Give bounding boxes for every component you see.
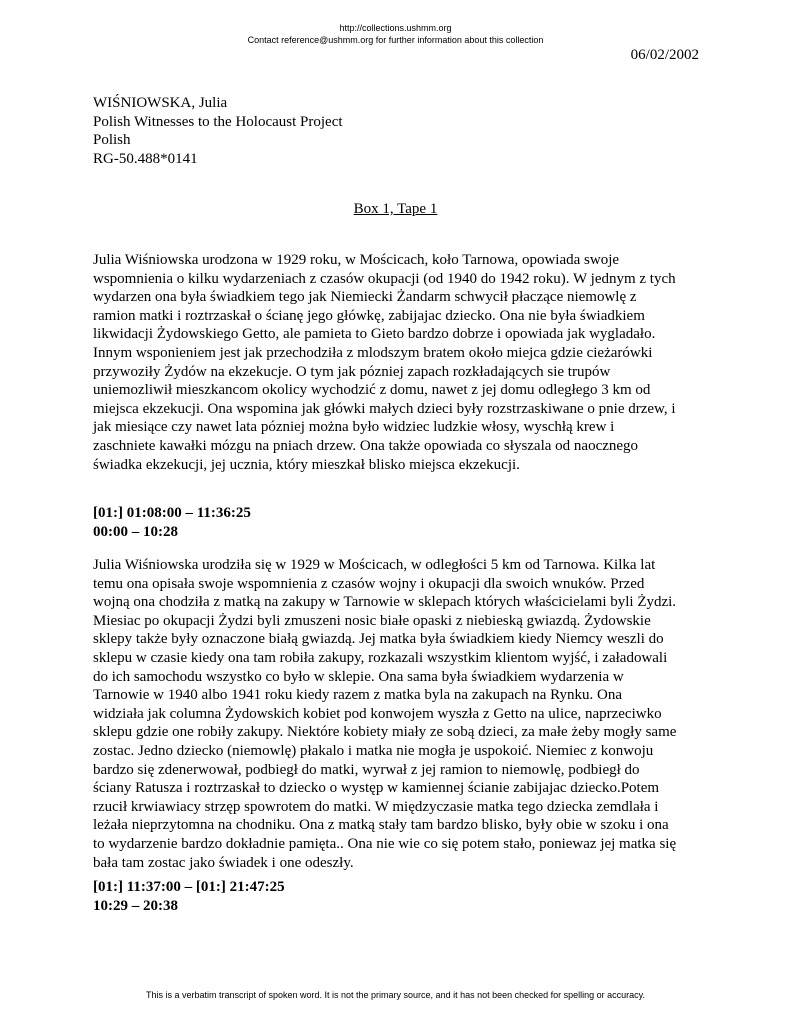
language: Polish bbox=[93, 132, 131, 148]
rg-number: RG-50.488*0141 bbox=[93, 150, 198, 167]
interview-metadata bbox=[93, 94, 343, 168]
text-line: miejsca ekzekucji. Ona wspomina jak główki małych dzieci były rozstrzaskiwane o pnie drzew, i bbox=[93, 400, 676, 417]
project-name: Polish Witnesses to the Holocaust Project bbox=[93, 113, 343, 130]
text-line: Julia Wiśniowska urodzona w 1929 roku, w Mościcach, koło Tarnowa, opowiada swoje bbox=[93, 252, 620, 268]
text-line: sklepy także były oznaczone białą gwiazdą. Jej matka była świadkiem kiedy Niemcy weszli do bbox=[93, 631, 664, 648]
text-line: wydarzen ona była świadkiem tego jak Niemiecki Żandarm schwycił płaczące niemowlę z bbox=[93, 289, 637, 306]
segment-timecode: [01:] 11:37:00 – [01:] 21:47:25 bbox=[93, 879, 285, 895]
text-line: jak miesiące czy nawet lata pózniej można było widziec ludzkie włosy, wyschłą krew i bbox=[93, 419, 615, 436]
text-line: ściany Ratusza i roztrzaskał to dziecko o występ w kamiennej ścianie zabijajac dziecko.Potem bbox=[93, 780, 660, 797]
text-line: sklepu gdzie one robiły zakupy. Niektóre kobiety miały ze sobą dzieci, za małe żeby mogły same bbox=[93, 724, 677, 741]
text-line: bardzo się zdenerwował, podbiegł do matki, wyrwał z jej ramion to niemowlę, podbiegł do bbox=[93, 761, 640, 778]
text-line: uniemozliwił mieszkancom okolicy wychodzić z domu, nawet z jej domu odległego 3 km od bbox=[93, 382, 651, 399]
document-date: 06/02/2002 bbox=[630, 47, 699, 63]
text-line: zaschniete kawałki mózgu na pniach drzew. Ona także opowiada co słyszala od naocznego bbox=[93, 437, 639, 454]
text-line: Innym wsponieniem jest jak przechodziła z mlodszym bratem około miejca gdzie cieżarówki bbox=[93, 344, 653, 361]
box-tape-title: Box 1, Tape 1 bbox=[353, 201, 438, 217]
text-line: wojną ona chodziła z matką na zakupy w Tarnowie w sklepach których właścicielami byli Żydzi. bbox=[93, 594, 677, 611]
text-line: do ich samochodu wszystko co było w sklepie. Ona sama była świadkiem wydarzenia w bbox=[93, 668, 624, 685]
contact-line: Contact reference@ushmm.org for further information about this collection bbox=[247, 35, 544, 45]
segment-range: 10:29 – 20:38 bbox=[93, 897, 178, 914]
text-line: to wydarzenie bardzo dokładnie pamięta.. Ona nie wie co się potem stało, poniewaz jej matka się bbox=[93, 835, 677, 852]
text-line: Miesiac po okupacji Żydzi byli zmuszeni nosic białe opaski z niebieską gwiazdą. Żydowskie bbox=[93, 612, 651, 629]
text-line: Julia Wiśniowska urodziła się w 1929 w Mościcach, w odległości 5 km od Tarnowa. Kilka lat bbox=[93, 557, 656, 573]
text-line: temu ona opisała swoje wspomnienia z czasów wojny i okupacji dla swoich wnuków. Przed bbox=[93, 575, 645, 592]
segment-1-paragraph bbox=[93, 556, 713, 872]
text-line: rzucił krwiawiacy strzęp spowrotem do matki. W międzyczasie matka tego dziecka zemdlała i bbox=[93, 798, 659, 815]
collection-url: http://collections.ushmm.org bbox=[339, 23, 452, 33]
text-line: likwidacji Żydowskiego Getto, ale pamieta to Gieto bardzo dobrze i opowiada jak wygladało. bbox=[93, 326, 656, 343]
text-line: świadka ekzekucji, jej ucznia, który mieszkał blisko miejsca ekzekucji. bbox=[93, 456, 520, 473]
text-line: widziała jak columna Żydowskich kobiet pod konwojem wyszła z Getto na ulice, naprzeciwko bbox=[93, 705, 662, 722]
text-line: Tarnowie w 1940 albo 1941 roku kiedy razem z matka byla na zakupach na Rynku. Ona bbox=[93, 687, 623, 704]
text-line: bała tam zostac jako świadek i one odeszły. bbox=[93, 854, 354, 871]
interviewee-name: WIŚNIOWSKA, Julia bbox=[93, 95, 228, 111]
segment-range: 00:00 – 10:28 bbox=[93, 523, 178, 540]
summary-paragraph bbox=[93, 251, 713, 474]
text-line: sklepu w czasie kiedy ona tam robiła zakupy, rozkazali wszystkim klientom wyjść, i załadowali bbox=[93, 649, 668, 666]
text-line: leżała nieprzytomna na chodniku. Ona z matką stały tam bardzo blisko, były obie w szoku i ona bbox=[93, 817, 669, 834]
segment-2-heading bbox=[93, 878, 285, 915]
text-line: zostac. Jedno dziecko (niemowlę) płakalo i matka nie mogła je uspokoić. Niemiec z konwoju bbox=[93, 742, 654, 759]
segment-timecode: [01:] 01:08:00 – 11:36:25 bbox=[93, 505, 251, 521]
segment-1-heading bbox=[93, 504, 251, 541]
transcript-disclaimer: This is a verbatim transcript of spoken word. It is not the primary source, and it has not been checked for spelling or accuracy. bbox=[145, 990, 646, 1000]
text-line: ramion matki i roztrzaskał o ścianę jego główkę, zabijajac dziecko. Ona nie była świadkiem bbox=[93, 307, 645, 324]
text-line: przywoziły Żydów na ekzekucje. O tym jak pózniej zapach rozkładających sie trupów bbox=[93, 363, 611, 380]
text-line: wspomnienia o kilku wydarzeniach z czasów okupacji (od 1940 do 1942 roku). W jednym z tych bbox=[93, 270, 676, 287]
